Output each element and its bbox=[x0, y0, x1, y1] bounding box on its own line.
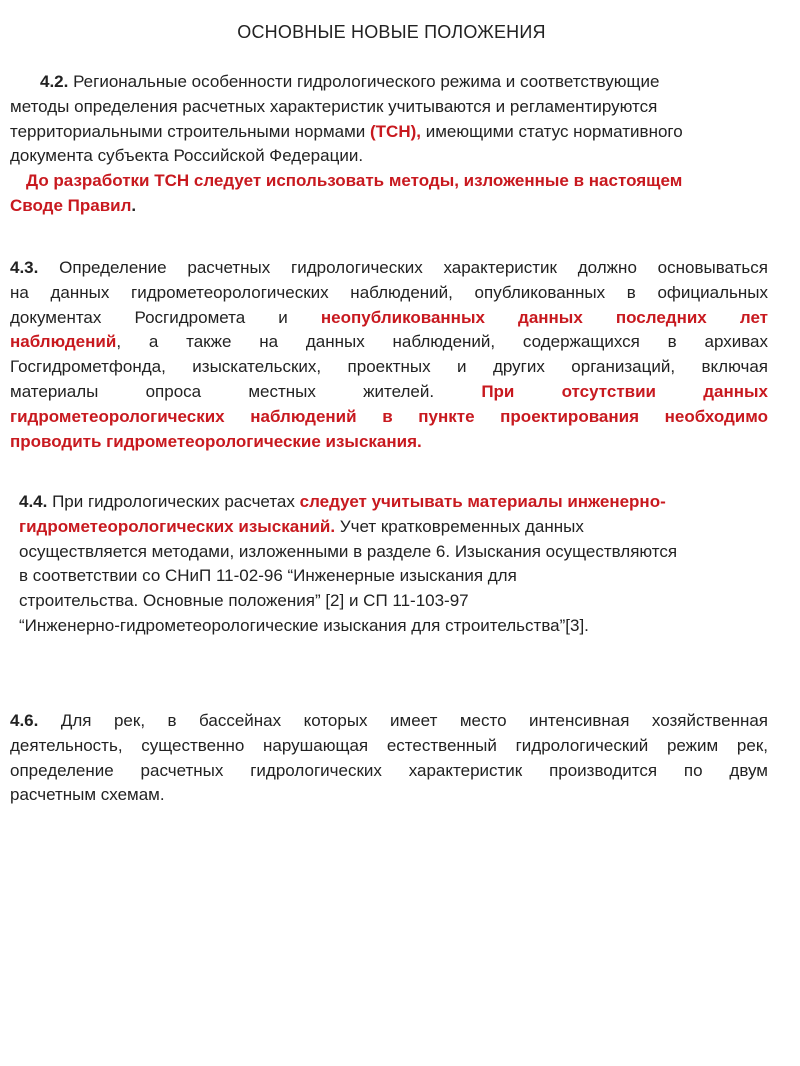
text-span: При гидрологических расчетах bbox=[47, 492, 300, 511]
section-4-4-line-3: осуществляется методами, изложенными в разделе 6. Изыскания осуществляются bbox=[19, 541, 678, 561]
section-4-3 bbox=[10, 256, 768, 454]
text-span: , а также на данных наблюдений, содержащихся в архивах bbox=[116, 332, 768, 352]
highlight-span: неопубликованных данных последних лет bbox=[320, 307, 768, 327]
section-4-4-line-4: в соответствии со СНиП 11-02-96 “Инженерные изыскания для bbox=[19, 566, 517, 586]
section-number: 4.2. bbox=[40, 72, 69, 91]
section-4-4-line-6: “Инженерно-гидрометеорологические изыскания для строительства”[3]. bbox=[19, 615, 589, 635]
section-4-6-line-1 bbox=[10, 709, 768, 734]
text-span: Региональные особенности гидрологического режима и соответствующие bbox=[68, 72, 660, 91]
section-4-4-line-2 bbox=[19, 515, 759, 540]
text-span: территориальными строительными нормами bbox=[10, 121, 371, 141]
highlight-span: Своде Правил bbox=[10, 195, 132, 215]
section-4-3-line-7: гидрометеорологических наблюдений в пункте проектирования необходимо bbox=[10, 406, 768, 426]
section-number: 4.4. bbox=[19, 492, 48, 511]
highlight-span: При отсутствии данных bbox=[481, 381, 769, 401]
highlight-span: гидрометеорологических изысканий. bbox=[19, 516, 336, 536]
text-span: Для рек, в бассейнах которых имеет место интенсивная хозяйственная bbox=[38, 711, 768, 730]
text-span: имеющими статус нормативного bbox=[421, 121, 683, 141]
section-4-6 bbox=[10, 709, 768, 808]
section-4-6-line-4: расчетным схемам. bbox=[10, 785, 165, 805]
section-4-6-line-3: определение расчетных гидрологических характеристик производится по двум bbox=[10, 760, 768, 780]
section-4-3-line-6 bbox=[10, 380, 768, 405]
section-4-3-line-1 bbox=[10, 256, 768, 281]
section-4-2-line-4: документа субъекта Российской Федерации. bbox=[10, 146, 364, 166]
section-4-3-line-5: Госгидрометфонда, изыскательских, проектных и других организаций, включая bbox=[10, 357, 768, 377]
text-span: . bbox=[131, 195, 137, 215]
section-4-2 bbox=[10, 70, 772, 219]
section-4-4-line-1 bbox=[19, 490, 759, 515]
section-4-3-line-8: проводить гидрометеорологические изыскания. bbox=[10, 431, 422, 451]
section-number: 4.6. bbox=[10, 711, 39, 730]
text-span: документах Росгидромета и bbox=[10, 307, 321, 327]
page-title: ОСНОВНЫЕ НОВЫЕ ПОЛОЖЕНИЯ bbox=[237, 22, 546, 42]
section-4-2-line-2: методы определения расчетных характеристик учитываются и регламентируются bbox=[10, 96, 658, 116]
section-number: 4.3. bbox=[10, 258, 39, 277]
section-4-2-line-1 bbox=[10, 70, 772, 95]
text-span: материалы опроса местных жителей. bbox=[10, 381, 482, 401]
highlight-tsn: (ТСН), bbox=[370, 121, 421, 141]
section-4-4 bbox=[19, 490, 759, 639]
highlight-span: наблюдений bbox=[10, 332, 117, 352]
highlight-span: следует учитывать материалы инженерно- bbox=[299, 492, 666, 511]
section-4-3-line-4 bbox=[10, 330, 768, 355]
text-span: Определение расчетных гидрологических характеристик должно основываться bbox=[38, 258, 768, 277]
section-4-2-highlight-line-1: До разработки ТСН следует использовать методы, изложенные в настоящем bbox=[26, 171, 683, 191]
section-4-4-line-5: строительства. Основные положения” [2] и СП 11-103-97 bbox=[19, 591, 469, 611]
section-4-3-line-2: на данных гидрометеорологических наблюдений, опубликованных в официальных bbox=[10, 282, 768, 302]
text-span: Учет кратковременных данных bbox=[335, 516, 584, 536]
section-4-3-line-3 bbox=[10, 306, 768, 331]
section-4-6-line-2: деятельность, существенно нарушающая естественный гидрологический режим рек, bbox=[10, 735, 768, 755]
section-4-2-highlight-line-2 bbox=[10, 194, 772, 219]
section-4-2-line-3 bbox=[10, 120, 772, 145]
